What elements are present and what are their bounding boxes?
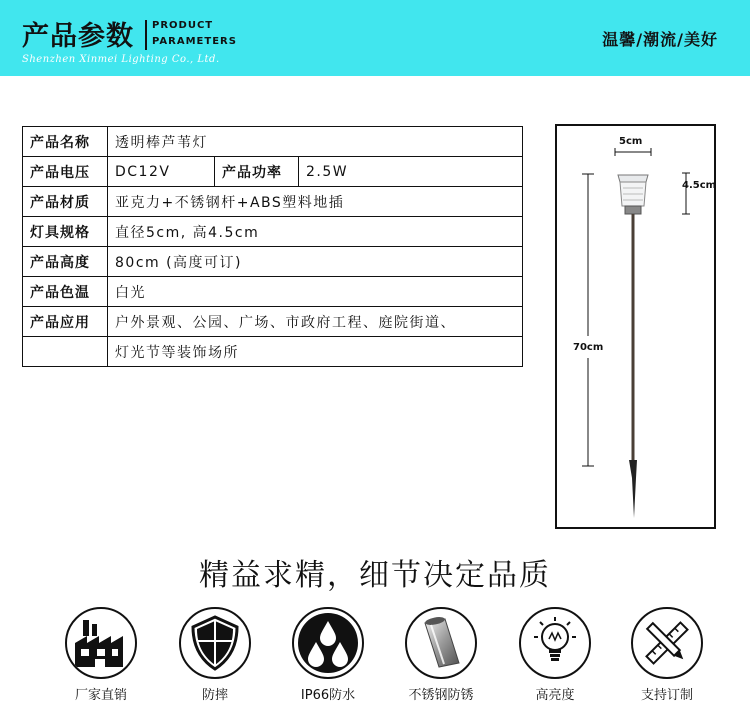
feature-factory bbox=[46, 607, 156, 703]
spec-value: 灯光节等装饰场所 bbox=[108, 337, 523, 367]
feature-label: 支持订制 bbox=[640, 688, 693, 703]
spec-label: 产品高度 bbox=[23, 247, 108, 277]
spec-label: 灯具规格 bbox=[23, 217, 108, 247]
header-en-line2: PARAMETERS bbox=[152, 36, 237, 47]
spec-row-name bbox=[23, 127, 523, 157]
spec-label: 产品名称 bbox=[23, 127, 108, 157]
feature-stainless bbox=[386, 607, 496, 703]
spec-row-voltage bbox=[23, 157, 523, 187]
spec-label: 产品功率 bbox=[215, 157, 299, 187]
header-en-line1: PRODUCT bbox=[152, 20, 214, 31]
dim-rod-label: 70cm bbox=[573, 342, 604, 353]
spec-table bbox=[22, 126, 523, 367]
shield-icon bbox=[179, 607, 251, 679]
feature-label: 防摔 bbox=[201, 688, 228, 703]
spec-row-usage bbox=[23, 307, 523, 337]
header-divider bbox=[145, 20, 147, 50]
spec-value: 亚克力+不锈钢杆+ABS塑料地插 bbox=[108, 187, 523, 217]
spec-label-empty bbox=[23, 337, 108, 367]
factory-icon bbox=[65, 607, 137, 679]
spec-value: 2.5W bbox=[299, 157, 523, 187]
dim-head-label: 4.5cm bbox=[682, 180, 717, 191]
dim-width-label: 5cm bbox=[619, 136, 643, 147]
spec-row-height bbox=[23, 247, 523, 277]
header-banner bbox=[0, 0, 750, 76]
spec-row-size bbox=[23, 217, 523, 247]
feature-waterproof bbox=[273, 607, 383, 703]
header-slogan: 温馨/潮流/美好 bbox=[602, 30, 718, 49]
spec-label: 产品应用 bbox=[23, 307, 108, 337]
spec-label: 产品电压 bbox=[23, 157, 108, 187]
feature-customizable bbox=[612, 607, 722, 703]
feature-shield bbox=[160, 607, 270, 703]
quality-slogan: 精益求精，细节决定品质 bbox=[199, 558, 551, 593]
header-title: 产品参数 bbox=[22, 21, 134, 52]
spec-row-material bbox=[23, 187, 523, 217]
spec-value: 80cm (高度可订) bbox=[108, 247, 523, 277]
feature-brightness bbox=[500, 607, 610, 703]
spec-value: DC12V bbox=[108, 157, 215, 187]
feature-label: 高亮度 bbox=[535, 688, 575, 703]
spec-value: 白光 bbox=[108, 277, 523, 307]
spec-value: 透明棒芦苇灯 bbox=[108, 127, 523, 157]
feature-label: 厂家直销 bbox=[74, 688, 127, 703]
spec-label: 产品色温 bbox=[23, 277, 108, 307]
light-bulb-icon bbox=[519, 607, 591, 679]
spec-row-usage-cont bbox=[23, 337, 523, 367]
water-drops-icon bbox=[292, 607, 364, 679]
spec-value: 户外景观、公园、广场、市政府工程、庭院街道、 bbox=[108, 307, 523, 337]
spec-label: 产品材质 bbox=[23, 187, 108, 217]
feature-label: IP66防水 bbox=[300, 688, 356, 703]
steel-pipe-icon bbox=[405, 607, 477, 679]
spec-row-color bbox=[23, 277, 523, 307]
product-figure bbox=[555, 124, 716, 529]
feature-label: 不锈钢防锈 bbox=[408, 688, 474, 703]
ruler-pencil-icon bbox=[631, 607, 703, 679]
spec-value: 直径5cm, 高4.5cm bbox=[108, 217, 523, 247]
company-script: Shenzhen Xinmei Lighting Co., Ltd. bbox=[22, 54, 220, 65]
